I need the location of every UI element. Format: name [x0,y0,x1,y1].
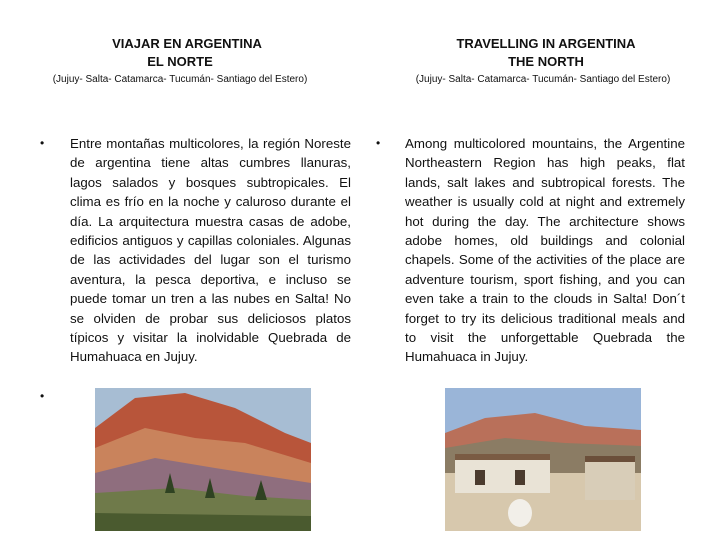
left-empty-bullet: • [40,389,45,403]
left-paragraph: Entre montañas multicolores, la región Noreste de argentina tiene altas cumbres llanuras, lagos salados y bosques subtropicales. El clima es frío en la noche y caluroso durante el día. La arquitectura muestra casas de adobe, edificios antiguos y capillas coloniales. Algunas de las actividades del lugar son el turismo aventura, la pesca deportiva, e incluso se puede tomar un tren a las nubes en Salta! No se olviden de probar sus deliciosos platos típicos y visitar la inolvidable Quebrada de Humahuaca en Jujuy. [70,136,351,365]
right-bullet: • [376,136,381,150]
left-subtitle: EL NORTE [147,54,213,69]
village-illustration [445,388,641,531]
right-paragraph: Among multicolored mountains, the Argentine Northeastern Region has high peaks, flat lands, salt lakes and subtropical forests. The weather is usually cold at night and extremely hot during the day. The architecture shows adobe homes, old buildings and colonial chapels. Some of the activities of the place are adventure tourism, sport fishing, and you can even take a train to the clouds in Salta! Don´t forget to try its delicious traditional meals and to visit the unforgettable Quebrada the Humahuaca in Jujuy. [405,136,685,365]
village-photo [445,388,641,531]
mountains-illustration [95,388,311,531]
mountains-photo [95,388,311,531]
left-provinces: (Jujuy- Salta- Catamarca- Tucumán- Santiago del Estero) [52,74,308,85]
right-provinces: (Jujuy- Salta- Catamarca- Tucumán- Santiago del Estero) [415,74,671,85]
left-title: VIAJAR EN ARGENTINA [112,36,262,51]
right-subtitle: THE NORTH [508,54,584,69]
left-bullet: • [40,136,45,150]
right-title: TRAVELLING IN ARGENTINA [456,36,636,51]
